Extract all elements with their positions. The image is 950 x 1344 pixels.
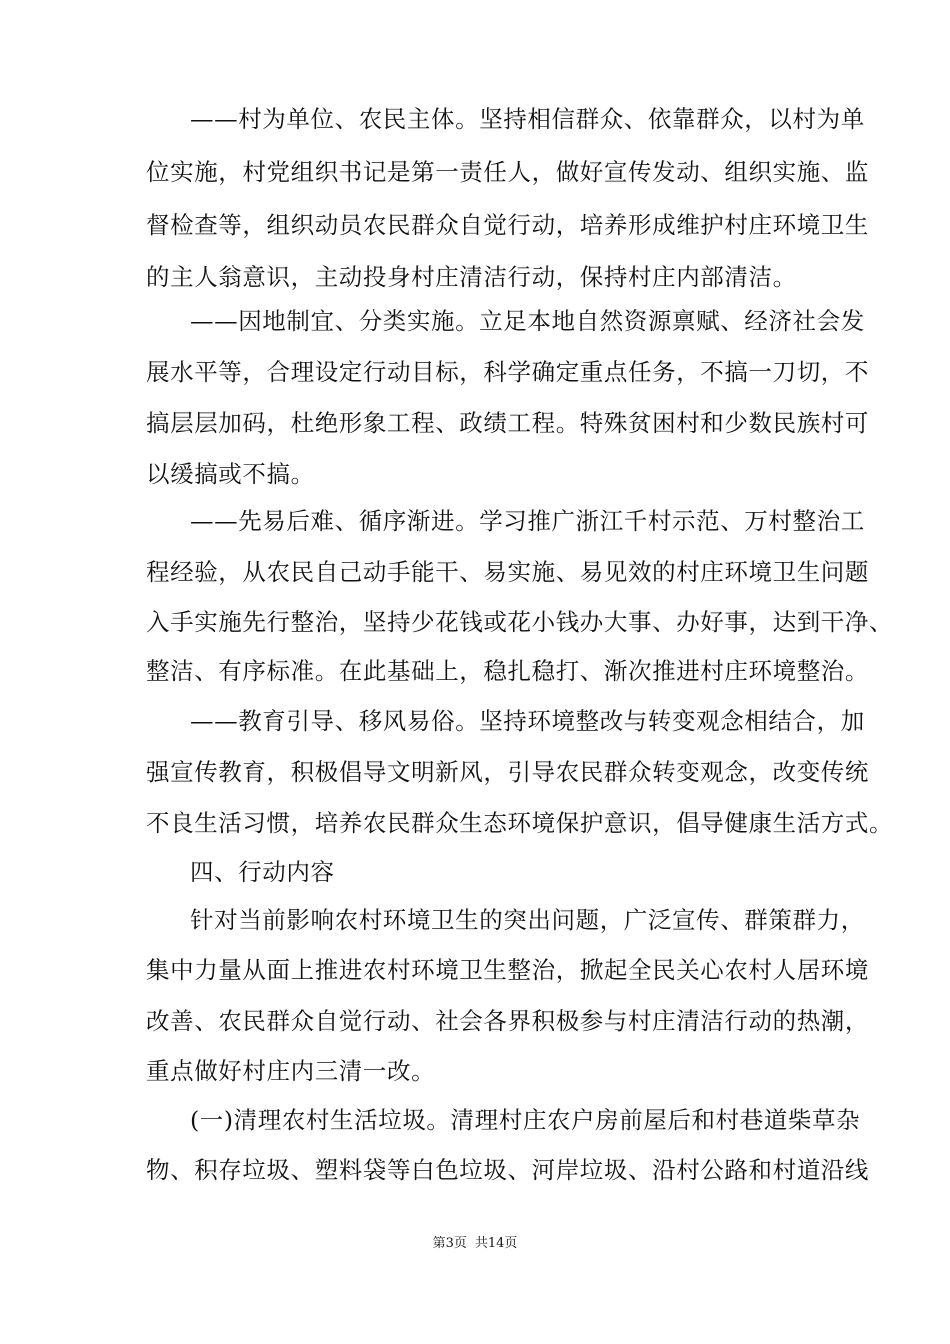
text-line: 入手实施先行整治，坚持少花钱或花小钱办大事、办好事，达到干净、: [146, 608, 894, 636]
text-line: ——先易后难、循序渐进。学习推广浙江千村示范、万村整治工: [190, 507, 865, 535]
text-line: ——教育引导、移风易俗。坚持环境整改与转变观念相结合，加: [190, 707, 865, 735]
text-line: 展水平等，合理设定行动目标，科学确定重点任务，不搞一刀切，不: [146, 358, 869, 386]
section-heading: 四、行动内容: [190, 858, 335, 886]
page-number: 第3页: [432, 1236, 467, 1251]
text-line: 改善、农民群众自觉行动、社会各界积极参与村庄清洁行动的热潮，: [146, 1007, 869, 1035]
text-line: 针对当前影响农村环境卫生的突出问题，广泛宣传、群策群力，: [190, 906, 865, 934]
text-line: 强宣传教育，积极倡导文明新风，引导农民群众转变观念，改变传统: [146, 758, 869, 786]
text-line: 集中力量从面上推进农村环境卫生整治，掀起全民关心农村人居环境: [146, 956, 869, 984]
text-line: 督检查等，组织动员农民群众自觉行动，培养形成维护村庄环境卫生: [146, 211, 869, 239]
text-line: 的主人翁意识，主动投身村庄清洁行动，保持村庄内部清洁。: [146, 263, 797, 291]
text-line: 搞层层加码，杜绝形象工程、政绩工程。特殊贫困村和少数民族村可: [146, 409, 869, 437]
text-line: 位实施，村党组织书记是第一责任人，做好宣传发动、组织实施、监: [146, 158, 869, 186]
text-line: ——因地制宜、分类实施。立足本地自然资源禀赋、经济社会发: [190, 307, 865, 335]
text-line: 整洁、有序标准。在此基础上，稳扎稳打、渐次推进村庄环境整治。: [146, 657, 869, 685]
text-line: 物、积存垃圾、塑料袋等白色垃圾、河岸垃圾、沿村公路和村道沿线: [146, 1156, 869, 1184]
page-footer: [0, 1235, 950, 1253]
text-line: 程经验，从农民自己动手能干、易实施、易见效的村庄环境卫生问题: [146, 558, 869, 586]
text-line: 重点做好村庄内三清一改。: [146, 1057, 436, 1085]
text-line: ——村为单位、农民主体。坚持相信群众、依靠群众，以村为单: [190, 105, 865, 133]
text-line: 以缓搞或不搞。: [146, 460, 315, 488]
text-line: 不良生活习惯，培养农民群众生态环境保护意识，倡导健康生活方式。: [146, 809, 894, 837]
text-line: (一)清理农村生活垃圾。清理村庄农户房前屋后和村巷道柴草杂: [190, 1106, 861, 1134]
page-total: 共14页: [474, 1236, 518, 1251]
